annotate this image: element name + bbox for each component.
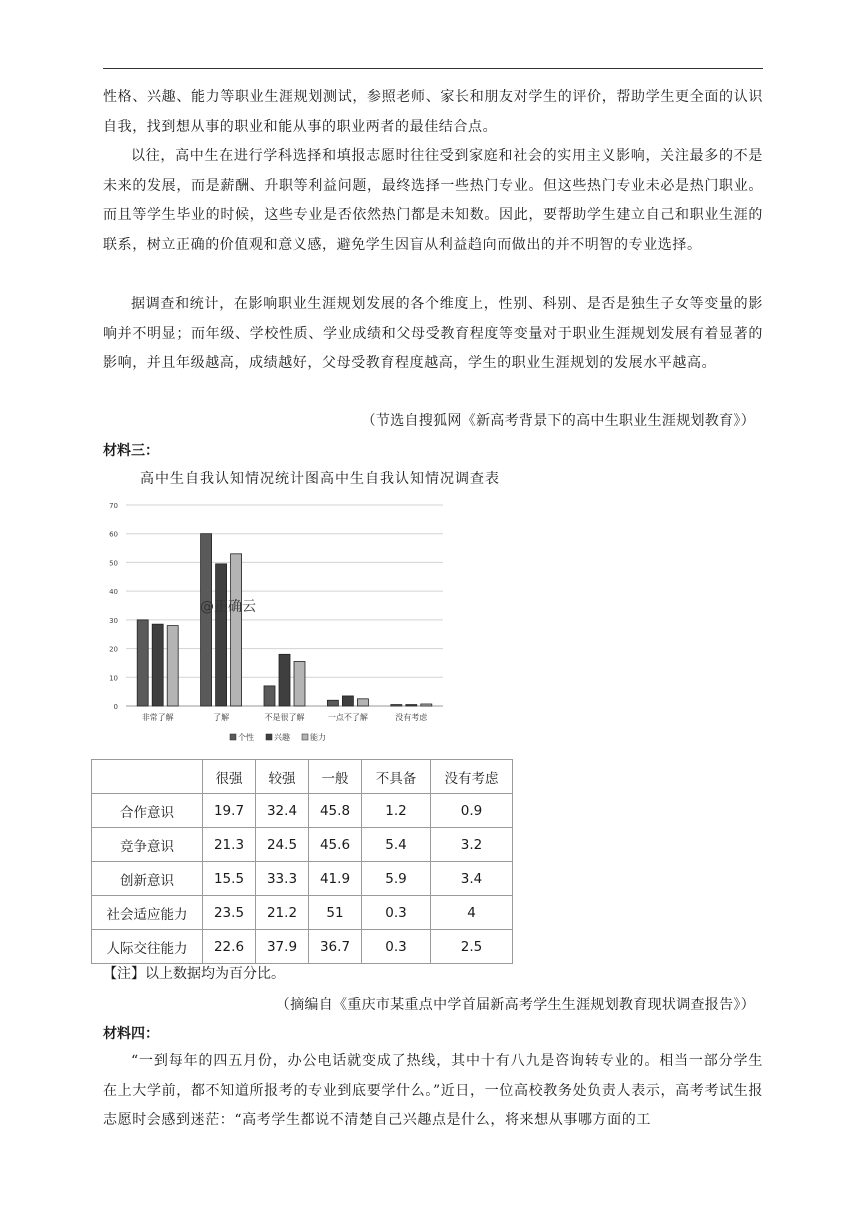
bar bbox=[279, 654, 290, 706]
table-cell: 0.3 bbox=[362, 896, 431, 930]
y-tick-label: 60 bbox=[109, 530, 118, 539]
table-cell: 19.7 bbox=[203, 794, 256, 828]
table-cell: 37.9 bbox=[256, 930, 309, 964]
table-row bbox=[92, 862, 513, 896]
bar bbox=[342, 696, 353, 706]
chart-title: 高中生自我认知情况统计图高中生自我认知情况调查表 bbox=[140, 471, 500, 487]
table-cell: 3.4 bbox=[431, 862, 513, 896]
table-cell: 32.4 bbox=[256, 794, 309, 828]
x-tick-label: 不是很了解 bbox=[264, 713, 305, 722]
source-citation-1: （节选自搜狐网《新高考背景下的高中生职业生涯规划教育》） bbox=[361, 413, 755, 429]
table-cell: 23.5 bbox=[203, 896, 256, 930]
bar bbox=[391, 705, 402, 706]
row-label: 竞争意识 bbox=[92, 828, 203, 862]
table-cell: 4 bbox=[431, 896, 513, 930]
legend-label: 兴趣 bbox=[274, 733, 290, 742]
bar bbox=[406, 705, 417, 706]
row-label: 人际交往能力 bbox=[92, 930, 203, 964]
paragraph-1: 性格、兴趣、能力等职业生涯规划测试，参照老师、家长和朋友对学生的评价，帮助学生更全面的认识自我，找到想从事的职业和能从事的职业两者的最佳结合点。 bbox=[103, 89, 763, 135]
table-cell: 22.6 bbox=[203, 930, 256, 964]
bar bbox=[264, 686, 275, 706]
table-cell: 21.2 bbox=[256, 896, 309, 930]
material-3-heading: 材料三： bbox=[103, 443, 159, 459]
bar bbox=[231, 554, 242, 706]
table-cell: 33.3 bbox=[256, 862, 309, 896]
row-label: 合作意识 bbox=[92, 794, 203, 828]
bar bbox=[167, 626, 178, 706]
table-cell: 15.5 bbox=[203, 862, 256, 896]
paragraph-4: “一到每年的四五月份，办公电话就变成了热线，其中十有八九是咨询转专业的。相当一部分学生在上大学前，都不知道所报考的专业到底要学什么。”近日，一位高校教务处负责人表示，高考考试生报志愿时会感到迷茫：“高考学生都说不清楚自己兴趣点是什么，将来想从事哪方面的工 bbox=[103, 1053, 763, 1128]
bar bbox=[357, 699, 368, 706]
bar bbox=[294, 661, 305, 706]
table-cell: 21.3 bbox=[203, 828, 256, 862]
y-tick-label: 50 bbox=[109, 559, 118, 568]
table-cell: 0.9 bbox=[431, 794, 513, 828]
y-tick-label: 10 bbox=[109, 674, 118, 683]
table-header-cell bbox=[92, 760, 203, 794]
x-tick-label: 没有考虑 bbox=[395, 713, 428, 722]
table-cell: 2.5 bbox=[431, 930, 513, 964]
x-tick-label: 非常了解 bbox=[141, 713, 174, 722]
x-tick-label: 了解 bbox=[213, 713, 230, 722]
table-cell: 24.5 bbox=[256, 828, 309, 862]
table-note: 【注】以上数据均为百分比。 bbox=[103, 966, 285, 982]
legend-swatch bbox=[266, 734, 272, 740]
source-citation-2: （摘编自《重庆市某重点中学首届新高考学生生涯规划教育现状调查报告》） bbox=[275, 997, 755, 1013]
table-header-cell: 不具备 bbox=[362, 760, 431, 794]
table-cell: 45.8 bbox=[309, 794, 362, 828]
table-row bbox=[92, 828, 513, 862]
table-row bbox=[92, 794, 513, 828]
table-cell: 1.2 bbox=[362, 794, 431, 828]
legend-label: 个性 bbox=[238, 733, 254, 742]
row-label: 社会适应能力 bbox=[92, 896, 203, 930]
material-4-heading: 材料四： bbox=[103, 1026, 159, 1042]
table-header-cell: 没有考虑 bbox=[431, 760, 513, 794]
paragraph-2: 以往，高中生在进行学科选择和填报志愿时往往受到家庭和社会的实用主义影响，关注最多的不是未来的发展，而是薪酬、升职等利益问题，最终选择一些热门专业。但这些热门专业未必是热门职业。而且等学生毕业的时候，这些专业是否依然热门都是未知数。因此，要帮助学生建立自己和职业生涯的联系，树立正确的价值观和意义感，避免学生因盲从利益趋向而做出的并不明智的专业选择。 bbox=[103, 148, 763, 253]
legend-label: 能力 bbox=[310, 733, 326, 742]
row-label: 创新意识 bbox=[92, 862, 203, 896]
y-tick-label: 20 bbox=[109, 645, 118, 654]
table-cell: 45.6 bbox=[309, 828, 362, 862]
y-tick-label: 30 bbox=[109, 616, 118, 625]
table-row bbox=[92, 896, 513, 930]
bar bbox=[152, 624, 163, 706]
bar bbox=[216, 564, 227, 706]
self-awareness-bar-chart bbox=[98, 493, 453, 753]
table-header-row bbox=[92, 760, 513, 794]
table-cell: 41.9 bbox=[309, 862, 362, 896]
table-cell: 5.4 bbox=[362, 828, 431, 862]
bar bbox=[201, 534, 212, 706]
x-tick-label: 一点不了解 bbox=[327, 713, 368, 722]
y-tick-label: 40 bbox=[109, 588, 118, 597]
watermark-text: @正确云 bbox=[200, 599, 256, 615]
table-cell: 51 bbox=[309, 896, 362, 930]
legend-swatch bbox=[230, 734, 236, 740]
header-rule bbox=[103, 68, 763, 69]
table-header-cell: 一般 bbox=[309, 760, 362, 794]
table-header-cell: 很强 bbox=[203, 760, 256, 794]
table-cell: 0.3 bbox=[362, 930, 431, 964]
legend-swatch bbox=[302, 734, 308, 740]
table-header-cell: 较强 bbox=[256, 760, 309, 794]
table-cell: 36.7 bbox=[309, 930, 362, 964]
survey-table bbox=[91, 759, 513, 964]
paragraph-3: 据调查和统计，在影响职业生涯规划发展的各个维度上，性别、科别、是否是独生子女等变量的影响并不明显；而年级、学校性质、学业成绩和父母受教育程度等变量对于职业生涯规划发展有着显著的影响，并且年级越高，成绩越好，父母受教育程度越高，学生的职业生涯规划的发展水平越高。 bbox=[103, 296, 763, 371]
y-tick-label: 70 bbox=[109, 502, 118, 510]
bar bbox=[421, 704, 432, 706]
table-cell: 3.2 bbox=[431, 828, 513, 862]
bar bbox=[327, 700, 338, 706]
y-tick-label: 0 bbox=[113, 703, 118, 711]
table-row bbox=[92, 930, 513, 964]
table-cell: 5.9 bbox=[362, 862, 431, 896]
bar bbox=[137, 620, 148, 706]
